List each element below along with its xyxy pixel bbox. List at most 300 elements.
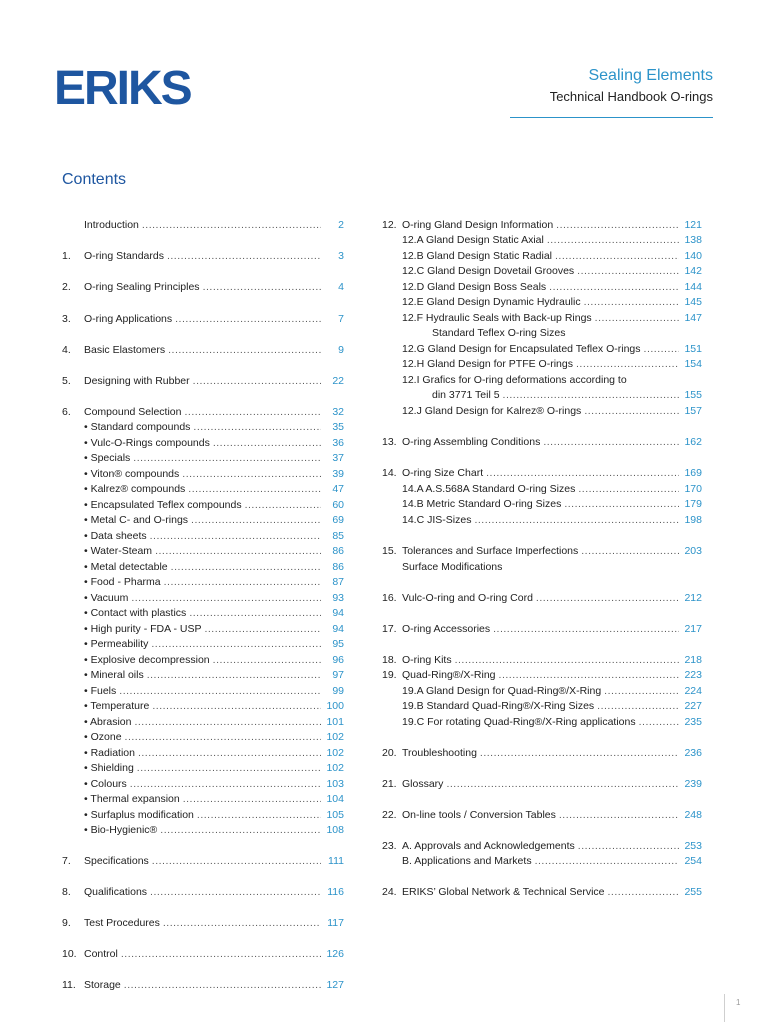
toc-leader-dots: [134, 715, 321, 730]
toc-entry-label: 19.A Gland Design for Quad-Ring®/X-Ring: [402, 685, 602, 697]
toc-entry-label: • Temperature: [84, 700, 150, 712]
toc-leader-dots: [499, 668, 679, 683]
toc-entry-label: • Explosive decompression: [84, 654, 210, 666]
toc-entry-number: 23.: [382, 840, 397, 852]
toc-entry-label: 12.J Gland Design for Kalrez® O-rings: [402, 405, 582, 417]
toc-entry[interactable]: [382, 668, 702, 683]
toc-entry[interactable]: [382, 388, 702, 403]
toc-entry-label: Quad-Ring®/X-Ring: [402, 669, 496, 681]
toc-leader-dots: [493, 622, 679, 637]
toc-entry[interactable]: [62, 761, 344, 776]
toc-entry-number: 24.: [382, 886, 397, 898]
toc-entry-page[interactable]: 138: [684, 234, 702, 246]
toc-leader-dots: [188, 482, 321, 497]
toc-leader-dots: [133, 451, 321, 466]
toc-entry-label: 12.F Hydraulic Seals with Back-up Rings: [402, 312, 592, 324]
toc-entry-label: • Data sheets: [84, 530, 147, 542]
toc-leader-dots: [577, 264, 679, 279]
toc-leader-dots: [204, 622, 321, 637]
toc-entry[interactable]: [62, 808, 344, 823]
toc-entry-label: • Specials: [84, 452, 131, 464]
toc-entry-page[interactable]: 223: [684, 669, 702, 681]
toc-entry-page[interactable]: 116: [327, 886, 344, 898]
toc-entry[interactable]: [62, 978, 344, 993]
toc-entry-label: 12.I Grafics for O-ring deformations according to: [402, 374, 627, 386]
toc-leader-dots: [535, 854, 679, 869]
toc-leader-dots: [486, 466, 679, 481]
toc-entry-page[interactable]: 95: [332, 638, 344, 650]
toc-entry-label: 12.B Gland Design Static Radial: [402, 250, 552, 262]
toc-leader-dots: [245, 498, 321, 513]
toc-entry-label: O-ring Gland Design Information: [402, 219, 554, 231]
toc-entry-label: 12.G Gland Design for Encapsulated Teflex O-rings: [402, 343, 641, 355]
toc-leader-dots: [163, 916, 321, 931]
toc-entry-label: Tolerances and Surface Imperfections: [402, 545, 579, 557]
toc-entry-page[interactable]: 126: [326, 948, 344, 960]
toc-leader-dots: [608, 885, 680, 900]
toc-entry-page[interactable]: 35: [332, 421, 344, 433]
toc-entry[interactable]: [62, 498, 344, 513]
toc-entry[interactable]: [62, 668, 344, 683]
toc-entry-label: O-ring Applications: [84, 313, 173, 325]
toc-entry-label: • Encapsulated Teflex compounds: [84, 499, 242, 511]
toc-entry-page[interactable]: 151: [684, 343, 702, 355]
toc-entry-number: 6.: [62, 406, 71, 418]
toc-entry[interactable]: [62, 249, 344, 264]
toc-leader-dots: [446, 777, 679, 792]
toc-entry-label: On-line tools / Conversion Tables: [402, 809, 556, 821]
toc-entry-page[interactable]: 102: [326, 747, 344, 759]
header-rule: [510, 117, 713, 118]
toc-entry-label: Control: [84, 948, 118, 960]
toc-entry[interactable]: [382, 342, 702, 357]
toc-entry[interactable]: [382, 777, 702, 792]
toc-entry-number: 8.: [62, 886, 71, 898]
toc-entry[interactable]: [382, 466, 702, 481]
toc-entry-page[interactable]: 108: [326, 824, 344, 836]
toc-entry[interactable]: [382, 249, 702, 264]
toc-entry-label: • Permeability: [84, 638, 149, 650]
toc-entry[interactable]: [62, 885, 344, 900]
toc-entry-label: • Metal detectable: [84, 561, 168, 573]
toc-entry[interactable]: [62, 715, 344, 730]
header-title: Sealing Elements: [588, 67, 713, 84]
toc-leader-dots: [455, 653, 679, 668]
toc-entry[interactable]: [382, 233, 702, 248]
toc-entry-page[interactable]: 227: [684, 700, 702, 712]
toc-leader-dots: [503, 388, 679, 403]
toc-entry-label: • Food - Pharma: [84, 576, 161, 588]
toc-entry-page[interactable]: 37: [332, 452, 344, 464]
toc-leader-dots: [578, 839, 679, 854]
toc-entry-page[interactable]: 105: [326, 809, 344, 821]
toc-entry-page[interactable]: 142: [684, 265, 702, 277]
toc-entry-label: O-ring Sealing Principles: [84, 281, 200, 293]
toc-entry-page[interactable]: 100: [326, 700, 344, 712]
toc-entry[interactable]: [62, 575, 344, 590]
toc-leader-dots: [604, 684, 679, 699]
toc-entry[interactable]: [62, 405, 344, 420]
toc-entry[interactable]: [62, 637, 344, 652]
eriks-logo: ERIKS: [54, 62, 191, 115]
toc-entry[interactable]: [62, 312, 344, 327]
toc-entry-page[interactable]: 9: [338, 344, 344, 356]
toc-leader-dots: [197, 808, 321, 823]
toc-leader-dots: [193, 374, 321, 389]
toc-leader-dots: [639, 715, 679, 730]
toc-entry-number: 1.: [62, 250, 71, 262]
toc-entry[interactable]: [382, 839, 702, 854]
toc-entry-label: Glossary: [402, 778, 444, 790]
toc-entry[interactable]: [382, 808, 702, 823]
toc-entry-page[interactable]: 94: [332, 607, 344, 619]
toc-entry-label: • Mineral oils: [84, 669, 144, 681]
toc-entry[interactable]: [62, 374, 344, 389]
toc-leader-dots: [547, 233, 679, 248]
toc-leader-dots: [138, 746, 321, 761]
toc-leader-dots: [597, 699, 679, 714]
toc-entry[interactable]: [62, 420, 344, 435]
toc-entry-page[interactable]: 97: [332, 669, 344, 681]
toc-entry-number: 22.: [382, 809, 397, 821]
toc-leader-dots: [152, 854, 321, 869]
toc-entry[interactable]: [62, 560, 344, 575]
toc-entry-page[interactable]: 69: [332, 514, 344, 526]
toc-entry-page[interactable]: 96: [332, 654, 344, 666]
toc-entry-page[interactable]: 155: [684, 389, 702, 401]
toc-leader-dots: [130, 777, 321, 792]
toc-leader-dots: [584, 295, 679, 310]
toc-entry-page[interactable]: 254: [684, 855, 702, 867]
toc-entry-page[interactable]: 198: [684, 514, 702, 526]
toc-leader-dots: [150, 885, 321, 900]
toc-entry[interactable]: [62, 730, 344, 745]
toc-entry-label: B. Applications and Markets: [402, 855, 532, 867]
toc-entry-page[interactable]: 4: [338, 281, 344, 293]
toc-entry-label: Vulc-O-ring and O-ring Cord: [402, 592, 533, 604]
toc-entry[interactable]: [382, 699, 702, 714]
toc-leader-dots: [124, 978, 321, 993]
toc-entry-label: • Contact with plastics: [84, 607, 187, 619]
toc-entry-page[interactable]: 93: [332, 592, 344, 604]
toc-entry-label: • Colours: [84, 778, 127, 790]
toc-entry-label: • Water-Steam: [84, 545, 153, 557]
toc-leader-dots: [150, 529, 321, 544]
toc-leader-dots: [189, 606, 321, 621]
toc-entry-number: 21.: [382, 778, 397, 790]
toc-entry[interactable]: [382, 885, 702, 900]
toc-entry[interactable]: [382, 435, 702, 450]
toc-entry-label: 12.A Gland Design Static Axial: [402, 234, 544, 246]
toc-entry-number: 9.: [62, 917, 71, 929]
toc-entry[interactable]: [382, 560, 702, 575]
toc-entry[interactable]: [382, 280, 702, 295]
toc-entry[interactable]: [62, 606, 344, 621]
toc-leader-dots: [167, 249, 321, 264]
toc-entry[interactable]: [62, 280, 344, 295]
toc-leader-dots: [119, 684, 321, 699]
toc-entry-page[interactable]: 203: [684, 545, 702, 557]
toc-entry-page[interactable]: 140: [684, 250, 702, 262]
toc-entry-page[interactable]: 2: [338, 219, 344, 231]
toc-entry-number: 3.: [62, 313, 71, 325]
header-subtitle: Technical Handbook O-rings: [549, 89, 713, 104]
toc-leader-dots: [160, 823, 321, 838]
toc-entry-label: Designing with Rubber: [84, 375, 190, 387]
toc-entry-page[interactable]: 86: [332, 545, 344, 557]
toc-leader-dots: [125, 730, 321, 745]
toc-entry-label: 12.D Gland Design Boss Seals: [402, 281, 547, 293]
toc-leader-dots: [213, 653, 321, 668]
toc-entry-label: Qualifications: [84, 886, 148, 898]
toc-entry-page[interactable]: 154: [684, 358, 702, 370]
toc-entry-number: 15.: [382, 545, 397, 557]
toc-leader-dots: [543, 435, 679, 450]
toc-leader-dots: [213, 436, 321, 451]
toc-entry[interactable]: [62, 746, 344, 761]
toc-leader-dots: [564, 497, 679, 512]
toc-entry[interactable]: [382, 497, 702, 512]
toc-entry[interactable]: [382, 357, 702, 372]
toc-entry-page[interactable]: 60: [332, 499, 344, 511]
toc-entry[interactable]: [62, 451, 344, 466]
toc-entry[interactable]: [62, 544, 344, 559]
toc-entry[interactable]: [62, 947, 344, 962]
toc-leader-dots: [184, 405, 321, 420]
toc-entry-label: Introduction: [84, 219, 139, 231]
toc-entry[interactable]: [62, 591, 344, 606]
toc-entry-page[interactable]: 3: [338, 250, 344, 262]
toc-entry-label: • Kalrez® compounds: [84, 483, 186, 495]
toc-entry-label: 12.H Gland Design for PTFE O-rings: [402, 358, 573, 370]
toc-entry-page[interactable]: 39: [332, 468, 344, 480]
toc-entry[interactable]: [382, 854, 702, 869]
toc-entry[interactable]: [382, 746, 702, 761]
toc-entry[interactable]: [382, 373, 702, 388]
toc-entry[interactable]: [382, 482, 702, 497]
toc-entry[interactable]: [62, 467, 344, 482]
toc-entry-label: • Viton® compounds: [84, 468, 180, 480]
toc-entry-number: 14.: [382, 467, 397, 479]
footer-rule: [724, 994, 725, 1022]
toc-entry[interactable]: [382, 653, 702, 668]
toc-entry-page[interactable]: 102: [326, 762, 344, 774]
toc-entry-page[interactable]: 145: [684, 296, 702, 308]
toc-entry-page[interactable]: 94: [332, 623, 344, 635]
toc-entry-number: 7.: [62, 855, 71, 867]
toc-entry[interactable]: [382, 264, 702, 279]
toc-entry-label: O-ring Accessories: [402, 623, 491, 635]
toc-entry-page[interactable]: 255: [684, 886, 702, 898]
page-number: 1: [736, 998, 741, 1007]
toc-leader-dots: [474, 513, 679, 528]
toc-entry-page[interactable]: 22: [332, 375, 344, 387]
toc-entry-label: • Bio-Hygienic®: [84, 824, 158, 836]
toc-entry-label: O-ring Kits: [402, 654, 452, 666]
toc-entry[interactable]: [62, 854, 344, 869]
toc-entry[interactable]: [382, 404, 702, 419]
toc-entry-page[interactable]: 85: [332, 530, 344, 542]
toc-leader-dots: [183, 792, 321, 807]
toc-entry-page[interactable]: 162: [684, 436, 702, 448]
toc-entry[interactable]: [62, 684, 344, 699]
toc-entry-number: 10.: [62, 948, 77, 960]
toc-leader-dots: [137, 761, 321, 776]
toc-entry[interactable]: [62, 823, 344, 838]
toc-entry-page[interactable]: 157: [684, 405, 702, 417]
toc-entry-label: • Shielding: [84, 762, 134, 774]
toc-entry-page[interactable]: 248: [684, 809, 702, 821]
toc-entry-number: 4.: [62, 344, 71, 356]
toc-leader-dots: [480, 746, 679, 761]
toc-leader-dots: [559, 808, 679, 823]
toc-entry-label: A. Approvals and Acknowledgements: [402, 840, 575, 852]
toc-entry-number: 2.: [62, 281, 71, 293]
toc-entry[interactable]: [62, 529, 344, 544]
toc-entry-page[interactable]: 147: [684, 312, 702, 324]
toc-entry-page[interactable]: 224: [684, 685, 702, 697]
toc-entry[interactable]: [382, 513, 702, 528]
toc-entry-page[interactable]: 235: [684, 716, 702, 728]
toc-entry-label: Specifications: [84, 855, 149, 867]
toc-leader-dots: [555, 249, 679, 264]
toc-leader-dots: [193, 420, 321, 435]
toc-leader-dots: [203, 280, 321, 295]
toc-entry-label: 14.C JIS-Sizes: [402, 514, 472, 526]
toc-entry[interactable]: [62, 513, 344, 528]
toc-leader-dots: [155, 544, 321, 559]
toc-entry-label: 19.B Standard Quad-Ring®/X-Ring Sizes: [402, 700, 595, 712]
toc-entry[interactable]: [382, 544, 702, 559]
toc-entry-page[interactable]: 86: [332, 561, 344, 573]
toc-leader-dots: [175, 312, 321, 327]
toc-entry[interactable]: [382, 311, 702, 326]
toc-entry-label: Standard Teflex O-ring Sizes: [432, 327, 566, 339]
toc-entry-page[interactable]: 179: [684, 498, 702, 510]
toc-entry-page[interactable]: 212: [684, 592, 702, 604]
toc-entry-page[interactable]: 7: [338, 313, 344, 325]
toc-entry[interactable]: [382, 684, 702, 699]
toc-entry[interactable]: [62, 916, 344, 931]
toc-entry-label: 14.B Metric Standard O-ring Sizes: [402, 498, 562, 510]
toc-leader-dots: [147, 668, 321, 683]
toc-entry-page[interactable]: 32: [332, 406, 344, 418]
toc-entry[interactable]: [62, 622, 344, 637]
toc-entry-label: din 3771 Teil 5: [432, 389, 500, 401]
toc-entry-page[interactable]: 87: [332, 576, 344, 588]
toc-entry-page[interactable]: 217: [684, 623, 702, 635]
toc-leader-dots: [581, 544, 679, 559]
toc-leader-dots: [131, 591, 321, 606]
toc-leader-dots: [536, 591, 679, 606]
toc-leader-dots: [584, 404, 679, 419]
toc-entry-page[interactable]: 218: [684, 654, 702, 666]
toc-entry-page[interactable]: 253: [684, 840, 702, 852]
toc-entry-label: • High purity - FDA - USP: [84, 623, 202, 635]
toc-entry-label: Storage: [84, 979, 121, 991]
toc-entry-label: Compound Selection: [84, 406, 182, 418]
toc-entry-page[interactable]: 47: [332, 483, 344, 495]
toc-entry-label: Surface Modifications: [402, 561, 503, 573]
toc-entry-label: • Vulc-O-Rings compounds: [84, 437, 210, 449]
toc-entry[interactable]: [382, 591, 702, 606]
toc-entry[interactable]: [382, 715, 702, 730]
toc-entry-label: O-ring Size Chart: [402, 467, 484, 479]
toc-entry[interactable]: [62, 343, 344, 358]
toc-entry-label: Troubleshooting: [402, 747, 477, 759]
toc-leader-dots: [595, 311, 679, 326]
toc-entry-page[interactable]: 104: [326, 793, 344, 805]
toc-leader-dots: [644, 342, 679, 357]
toc-leader-dots: [549, 280, 679, 295]
toc-entry[interactable]: [382, 326, 702, 341]
contents-heading: Contents: [62, 171, 127, 188]
toc-entry-page[interactable]: 127: [326, 979, 344, 991]
toc-entry-label: • Vacuum: [84, 592, 129, 604]
toc-entry[interactable]: [62, 482, 344, 497]
toc-entry-page[interactable]: 236: [684, 747, 702, 759]
toc-entry-number: 18.: [382, 654, 397, 666]
toc-entry-number: 20.: [382, 747, 397, 759]
toc-leader-dots: [556, 218, 679, 233]
toc-entry[interactable]: [62, 436, 344, 451]
toc-entry-label: • Radiation: [84, 747, 135, 759]
toc-leader-dots: [152, 699, 321, 714]
toc-leader-dots: [151, 637, 321, 652]
toc-leader-dots: [576, 357, 679, 372]
toc-entry-number: 17.: [382, 623, 397, 635]
toc-entry-label: • Metal C- and O-rings: [84, 514, 189, 526]
toc-entry[interactable]: [382, 622, 702, 637]
toc-leader-dots: [182, 467, 321, 482]
toc-leader-dots: [121, 947, 321, 962]
toc-entry[interactable]: [62, 653, 344, 668]
toc-entry[interactable]: [62, 777, 344, 792]
toc-entry-page[interactable]: 170: [684, 483, 702, 495]
toc-entry-label: • Abrasion: [84, 716, 132, 728]
toc-leader-dots: [142, 218, 321, 233]
toc-entry-number: 19.: [382, 669, 397, 681]
toc-entry[interactable]: [62, 699, 344, 714]
toc-entry-page[interactable]: 101: [326, 716, 344, 728]
toc-entry[interactable]: [62, 792, 344, 807]
toc-entry[interactable]: [62, 218, 344, 233]
toc-entry-label: 14.A A.S.568A Standard O-ring Sizes: [402, 483, 576, 495]
toc-entry-label: O-ring Assembling Conditions: [402, 436, 541, 448]
toc-entry-label: • Fuels: [84, 685, 117, 697]
toc-entry[interactable]: [382, 295, 702, 310]
toc-entry-page[interactable]: 239: [684, 778, 702, 790]
toc-entry-page[interactable]: 144: [684, 281, 702, 293]
toc-entry-number: 11.: [62, 979, 76, 991]
toc-entry-label: 19.C For rotating Quad-Ring®/X-Ring applications: [402, 716, 636, 728]
toc-entry-page[interactable]: 102: [326, 731, 344, 743]
toc-entry[interactable]: [382, 218, 702, 233]
toc-entry-page[interactable]: 117: [327, 917, 344, 929]
toc-entry-page[interactable]: 103: [326, 778, 344, 790]
toc-leader-dots: [171, 560, 321, 575]
toc-entry-page[interactable]: 111: [328, 855, 344, 867]
toc-entry-number: 5.: [62, 375, 71, 387]
toc-entry-label: ERIKS’ Global Network & Technical Service: [402, 886, 605, 898]
toc-entry-page[interactable]: 121: [684, 219, 702, 231]
toc-leader-dots: [164, 575, 321, 590]
toc-entry-page[interactable]: 99: [332, 685, 344, 697]
toc-entry-number: 13.: [382, 436, 397, 448]
toc-entry-page[interactable]: 169: [684, 467, 702, 479]
toc-entry-page[interactable]: 36: [332, 437, 344, 449]
toc-leader-dots: [578, 482, 679, 497]
